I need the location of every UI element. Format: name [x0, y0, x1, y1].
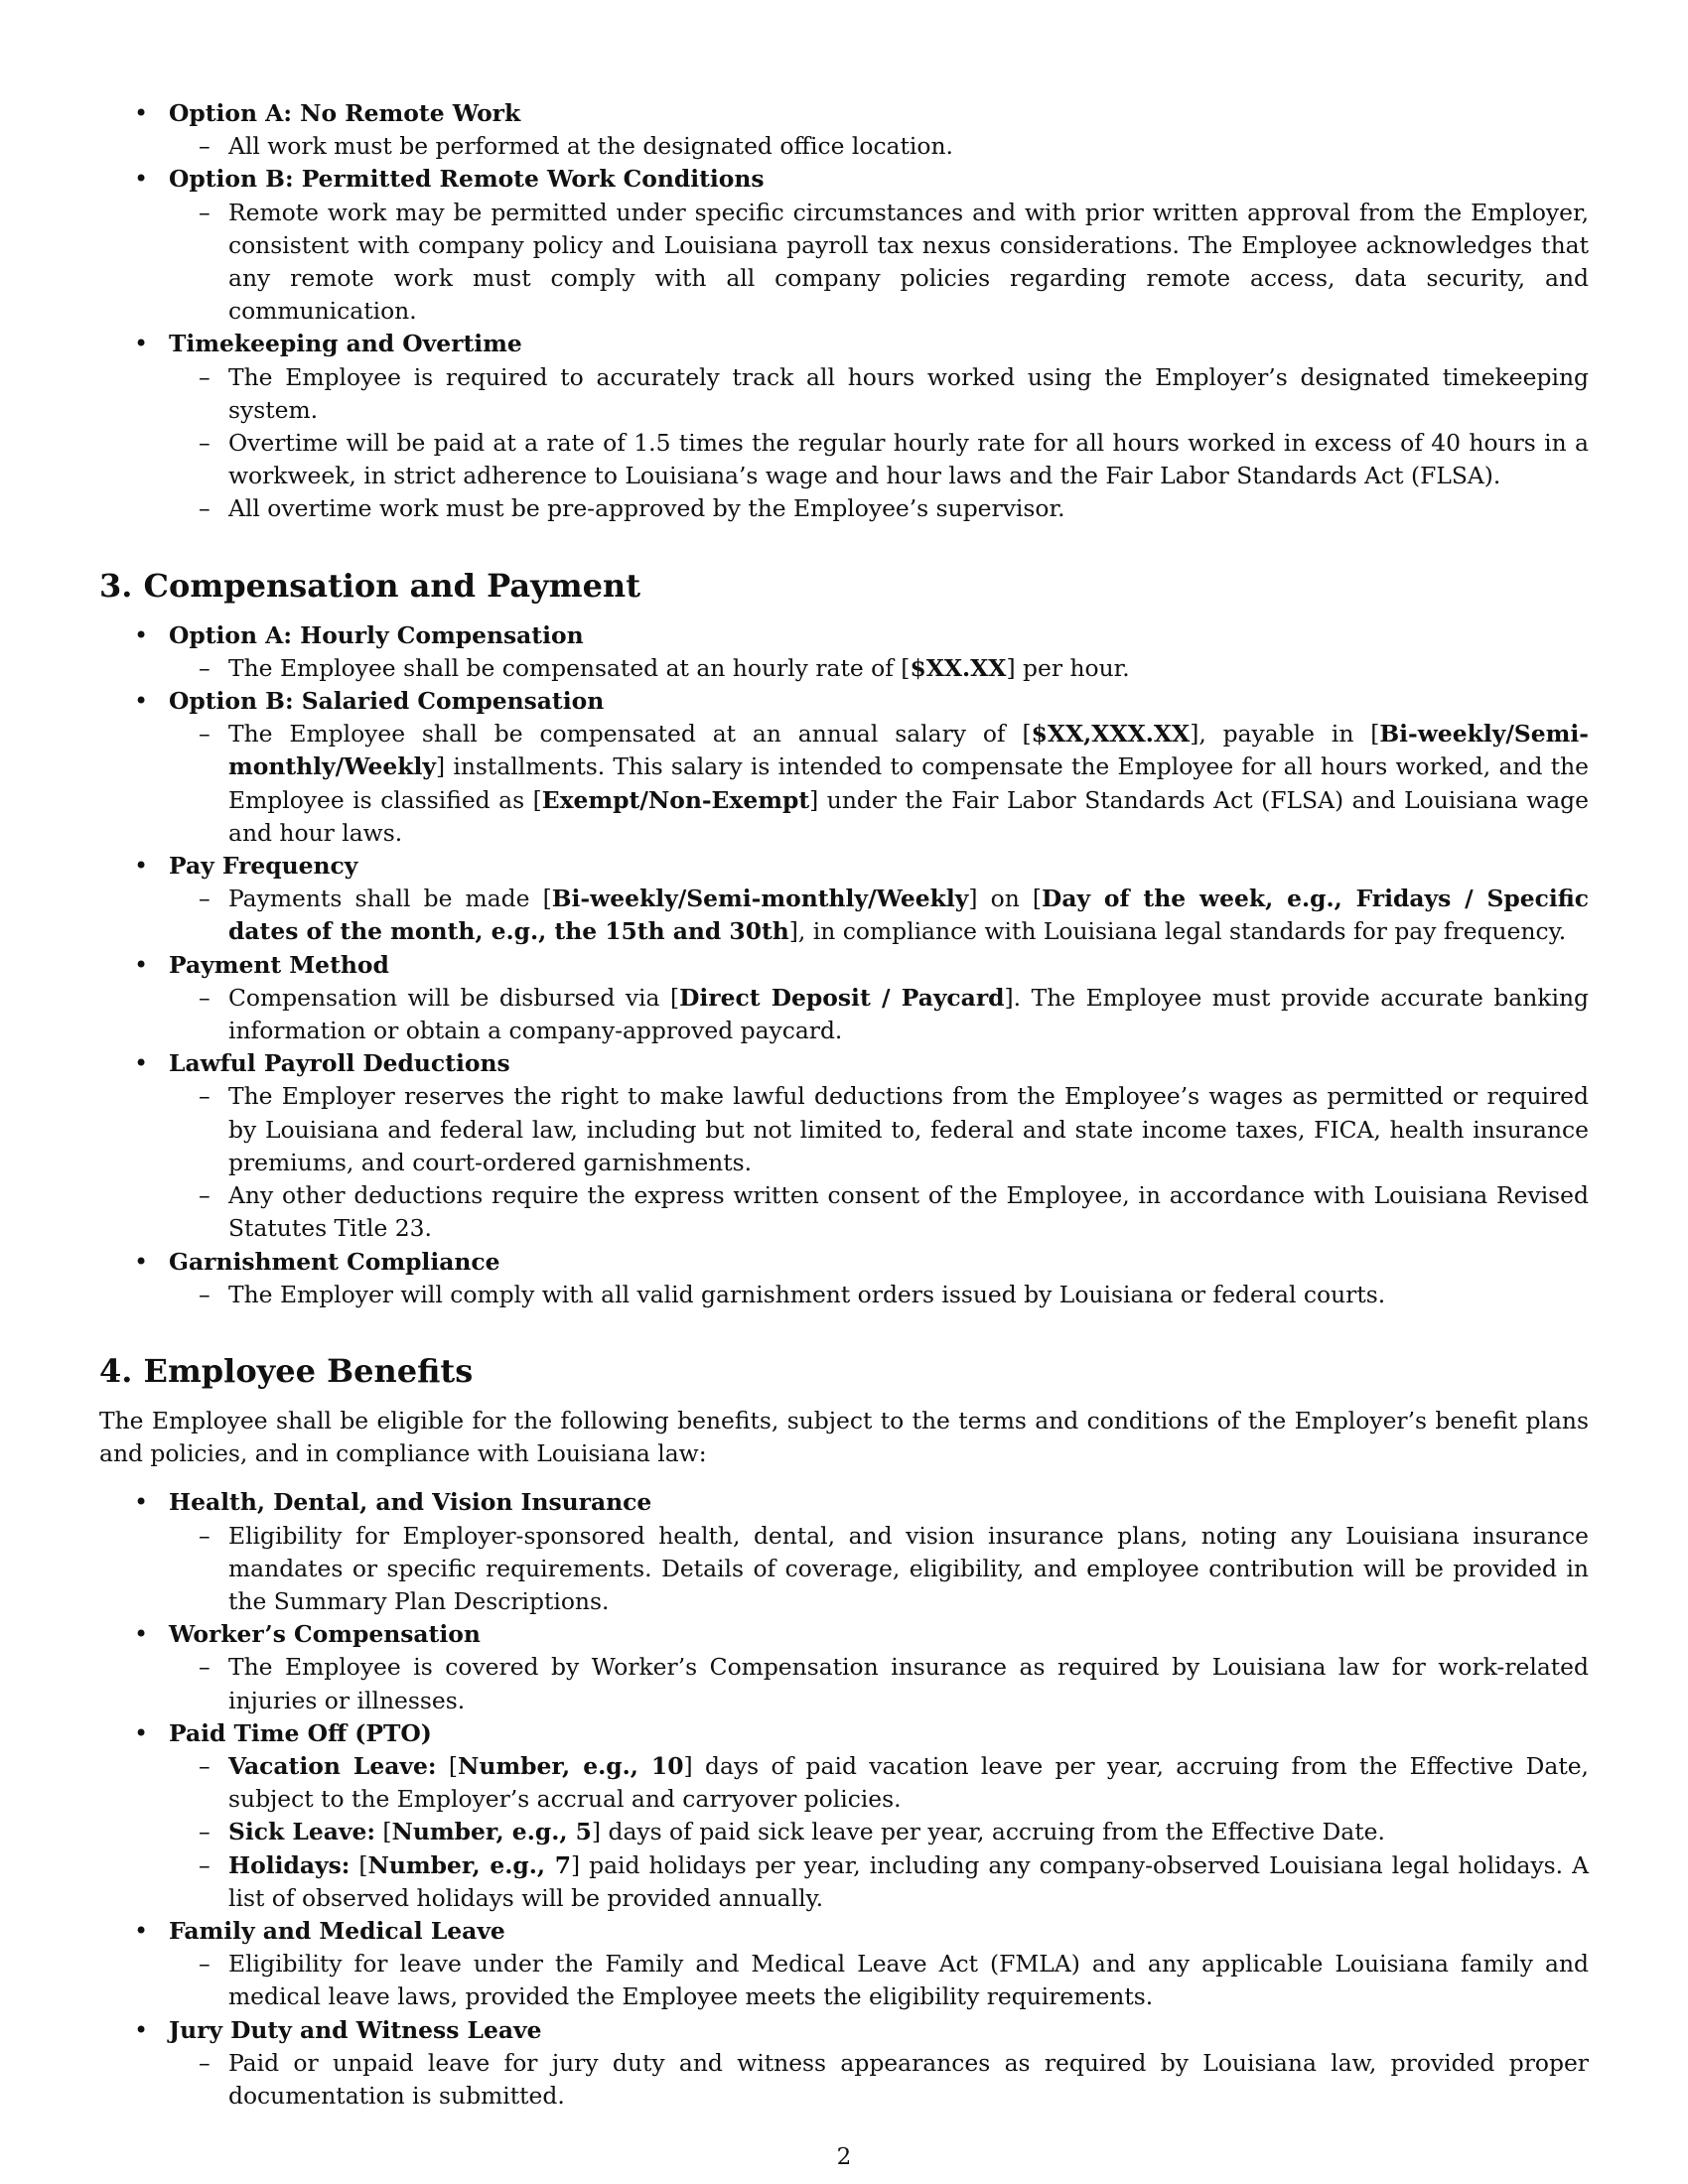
- sub-item: – The Employee is covered by Worker’s Compensation insurance as required by Louisiana law for work-related injuries or illnesses.: [169, 1651, 1589, 1716]
- option-a-title: Option A: No Remote Work: [169, 99, 521, 127]
- list-item: [99, 1717, 1589, 1915]
- salaried-title: Option B: Salaried Compensation: [169, 687, 605, 716]
- benefits-list: [99, 1486, 1589, 2113]
- sub-item: – The Employee shall be compensated at an hourly rate of [$XX.XX] per hour.: [169, 652, 1589, 685]
- list-item: [99, 1486, 1589, 1618]
- sub-item: – Compensation will be disbursed via [Direct Deposit / Paycard]. The Employee must provide accurate banking information or obtain a company-approved paycard.: [169, 982, 1589, 1047]
- list-item: [99, 1618, 1589, 1717]
- pay-frequency-placeholder: Bi-weekly/Semi-monthly/Weekly: [551, 885, 969, 913]
- list-item: [99, 97, 1589, 163]
- fmla-title: Family and Medical Leave: [169, 1916, 505, 1945]
- jury-duty-title: Jury Duty and Witness Leave: [169, 2015, 542, 2044]
- list-item: [99, 2014, 1589, 2114]
- list-item: [99, 619, 1589, 685]
- sub-item: – The Employee is required to accurately track all hours worked using the Employer’s designated timekeeping system.: [169, 361, 1589, 427]
- sub-item: – Remote work may be permitted under specific circumstances and with prior written approval from the Employer, consistent with company policy and Louisiana payroll tax nexus considerations. The Employee acknowledges that any remote work must comply with all company policies regarding remote access, data security, and communication.: [169, 197, 1589, 329]
- list-item: [99, 1047, 1589, 1245]
- sub-item: – All overtime work must be pre-approved by the Employee’s supervisor.: [169, 492, 1589, 525]
- garnishment-title: Garnishment Compliance: [169, 1247, 500, 1276]
- payment-method-placeholder: Direct Deposit / Paycard: [679, 983, 1005, 1012]
- sick-label: Sick Leave:: [228, 1818, 375, 1846]
- list-item: [99, 1246, 1589, 1311]
- holidays-label: Holidays:: [228, 1850, 351, 1879]
- deductions-title: Lawful Payroll Deductions: [169, 1049, 510, 1078]
- list-item: [99, 328, 1589, 525]
- vacation-number-placeholder: Number, e.g., 10: [458, 1751, 684, 1780]
- list-item: [99, 1915, 1589, 2014]
- vacation-label: Vacation Leave:: [228, 1751, 437, 1780]
- sub-item: – Paid or unpaid leave for jury duty and witness appearances as required by Louisiana law, provided proper documentation is submitted.: [169, 2047, 1589, 2113]
- payment-method-title: Payment Method: [169, 950, 389, 979]
- pto-title: Paid Time Off (PTO): [169, 1718, 432, 1747]
- sub-item: – Eligibility for leave under the Family and Medical Leave Act (FMLA) and any applicable Louisiana family and medical leave laws, provided the Employee meets the eligibility requirements.: [169, 1948, 1589, 2013]
- benefits-intro: The Employee shall be eligible for the following benefits, subject to the terms and conditions of the Employer’s benefit plans and policies, and in compliance with Louisiana law:: [99, 1406, 1589, 1468]
- list-item: [99, 685, 1589, 850]
- list-item: [99, 850, 1589, 949]
- sub-item: – The Employee shall be compensated at an annual salary of [$XX,XXX.XX], payable in [Bi-weekly/Semi-monthly/Weekly] installments. This salary is intended to compensate the Employee for all hours worked, and the Employee is classified as [Exempt/Non-Exempt] under the Fair Labor Standards Act (FLSA) and Louisiana wage and hour laws.: [169, 718, 1589, 850]
- sub-item: – Vacation Leave: [Number, e.g., 10] days of paid vacation leave per year, accruing from the Effective Date, subject to the Employer’s accrual and carryover policies.: [169, 1750, 1589, 1816]
- sub-item: – All work must be performed at the designated office location.: [169, 130, 1589, 163]
- holidays-number-placeholder: Number, e.g., 7: [367, 1850, 571, 1879]
- sub-item: – Any other deductions require the express written consent of the Employee, in accordance with Louisiana Revised Statutes Title 23.: [169, 1179, 1589, 1245]
- salary-frequency-placeholder: Bi-weekly/Semi-monthly/Weekly: [228, 720, 1589, 781]
- section-heading-compensation: 3. Compensation and Payment: [99, 566, 640, 605]
- page-number: 2: [836, 2144, 852, 2170]
- timekeeping-title: Timekeeping and Overtime: [169, 330, 522, 358]
- option-b-title: Option B: Permitted Remote Work Conditions: [169, 165, 765, 194]
- pay-frequency-title: Pay Frequency: [169, 852, 358, 881]
- remote-work-list: [99, 97, 1589, 526]
- sick-number-placeholder: Number, e.g., 5: [391, 1818, 592, 1846]
- classification-placeholder: Exempt/Non-Exempt: [541, 785, 810, 814]
- sub-item: – Overtime will be paid at a rate of 1.5 times the regular hourly rate for all hours worked in excess of 40 hours in a workweek, in strict adherence to Louisiana’s wage and hour laws and the Fair Labor Standards Act (FLSA).: [169, 427, 1589, 492]
- sub-item: – The Employer will comply with all valid garnishment orders issued by Louisiana or federal courts.: [169, 1279, 1589, 1311]
- sub-item: – The Employer reserves the right to make lawful deductions from the Employee’s wages as permitted or required by Louisiana and federal law, including but not limited to, federal and state income taxes, FICA, health insurance premiums, and court-ordered garnishments.: [169, 1080, 1589, 1179]
- pay-day-placeholder: Day of the week, e.g., Fridays / Specific dates of the month, e.g., the 15th and 30th: [228, 885, 1589, 946]
- sub-item: – Holidays: [Number, e.g., 7] paid holidays per year, including any company-observed Louisiana legal holidays. A list of observed holidays will be provided annually.: [169, 1849, 1589, 1915]
- sub-item: – Sick Leave: [Number, e.g., 5] days of paid sick leave per year, accruing from the Effective Date.: [169, 1816, 1589, 1848]
- list-item: [99, 163, 1589, 328]
- hourly-rate-placeholder: $XX.XX: [910, 653, 1007, 682]
- section-heading-benefits: 4. Employee Benefits: [99, 1351, 474, 1390]
- sub-item: – Payments shall be made [Bi-weekly/Semi-monthly/Weekly] on [Day of the week, e.g., Fridays / Specific dates of the month, e.g., the 15th and 30th], in compliance with Louisiana legal standards for pay frequency.: [169, 883, 1589, 948]
- workers-comp-title: Worker’s Compensation: [169, 1620, 481, 1649]
- salary-placeholder: $XX,XXX.XX: [1031, 720, 1191, 749]
- compensation-list: [99, 619, 1589, 1311]
- sub-item: – Eligibility for Employer-sponsored health, dental, and vision insurance plans, noting any Louisiana insurance mandates or specific requirements. Details of coverage, eligibility, and employee contribution will be provided in the Summary Plan Descriptions.: [169, 1520, 1589, 1619]
- health-title: Health, Dental, and Vision Insurance: [169, 1488, 652, 1517]
- hourly-title: Option A: Hourly Compensation: [169, 620, 584, 649]
- document-page: [99, 97, 1589, 2113]
- list-item: [99, 949, 1589, 1048]
